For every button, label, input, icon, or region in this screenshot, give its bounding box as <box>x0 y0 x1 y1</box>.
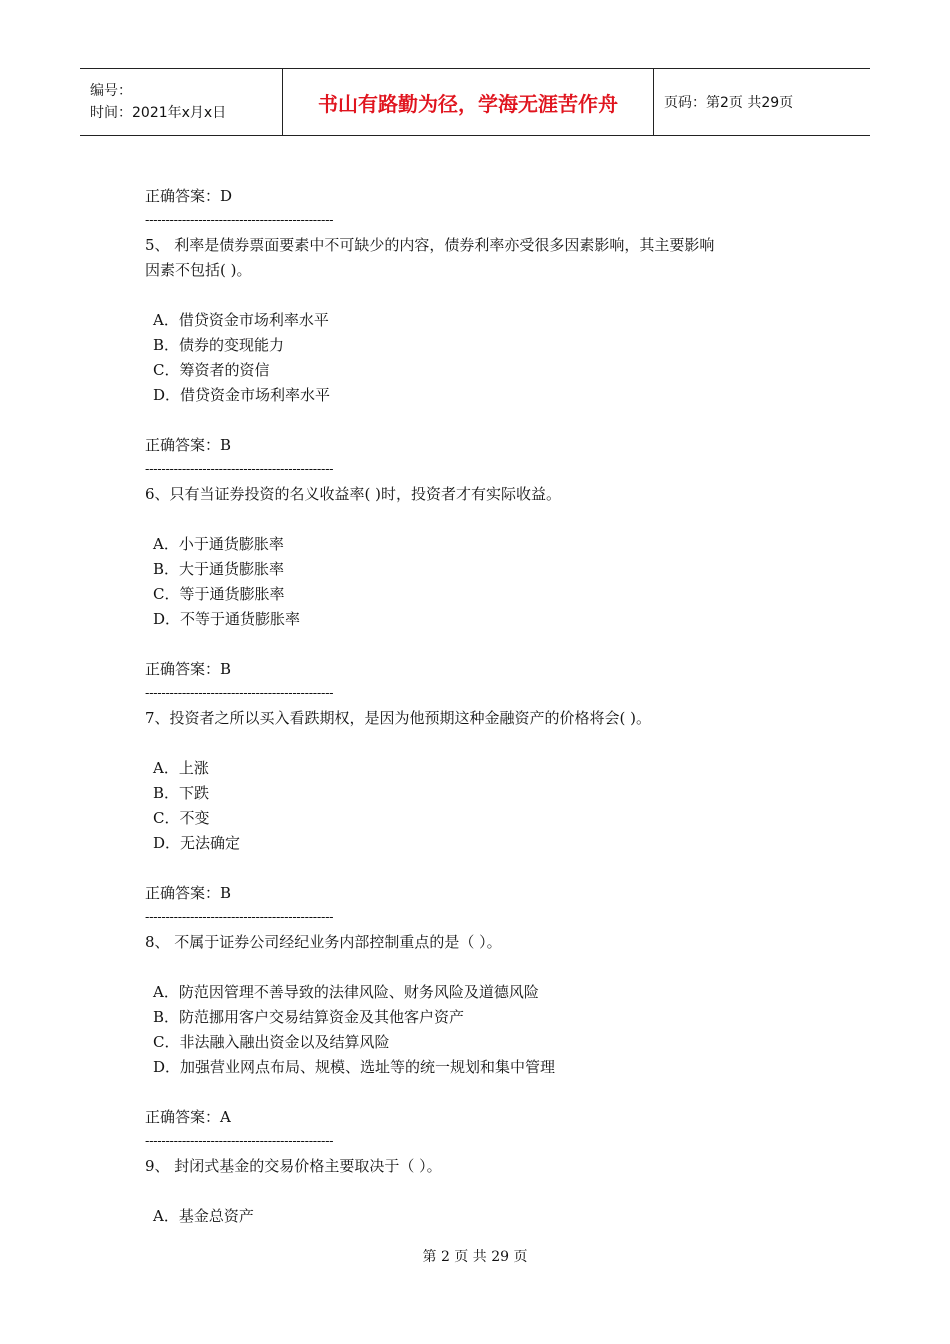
answer-option: D．借贷资金市场利率水平 <box>153 386 331 404</box>
answer-option: C．筹资者的资信 <box>153 361 270 379</box>
question-text: 因素不包括( )。 <box>145 261 252 279</box>
spacer <box>145 731 825 756</box>
footer-page-number: 第 2 页 共 29 页 <box>422 1249 528 1265</box>
answer-option: C．非法融入融出资金以及结算风险 <box>153 1033 390 1051</box>
spacer <box>145 507 825 532</box>
separator-line: ---------------------------------------------- <box>145 462 334 477</box>
spacer <box>145 283 825 308</box>
answer-option: D．不等于通货膨胀率 <box>153 610 301 628</box>
spacer <box>145 856 825 881</box>
spacer <box>145 955 825 980</box>
spacer <box>145 1179 825 1204</box>
answer-option: B．防范挪用客户交易结算资金及其他客户资产 <box>153 1008 465 1026</box>
answer-option: D．无法确定 <box>153 834 241 852</box>
correct-answer: 正确答案：D <box>145 187 233 205</box>
separator-line: ---------------------------------------------- <box>145 213 334 228</box>
question-text: 8、 不属于证券公司经纪业务内部控制重点的是（ ）。 <box>145 933 502 951</box>
answer-option: A．小于通货膨胀率 <box>153 535 284 553</box>
motto-text: 书山有路勤为径，学海无涯苦作舟 <box>318 91 618 116</box>
question-text: 7、投资者之所以买入看跌期权，是因为他预期这种金融资产的价格将会( )。 <box>145 709 652 727</box>
answer-option: C．不变 <box>153 809 210 827</box>
separator-line: ---------------------------------------------- <box>145 1134 334 1149</box>
page-footer <box>0 1246 950 1266</box>
separator-line: ---------------------------------------------- <box>145 686 334 701</box>
answer-option: A．上涨 <box>153 759 209 777</box>
spacer <box>145 632 825 657</box>
document-body <box>145 184 825 1229</box>
answer-option: A．借贷资金市场利率水平 <box>153 311 329 329</box>
spacer <box>145 408 825 433</box>
correct-answer: 正确答案：A <box>145 1108 231 1126</box>
answer-option: A．基金总资产 <box>153 1207 254 1225</box>
header-motto <box>282 69 654 135</box>
separator-line: ---------------------------------------------- <box>145 910 334 925</box>
correct-answer: 正确答案：B <box>145 884 232 902</box>
spacer <box>145 1080 825 1105</box>
time-label: 时间：2021年x月x日 <box>90 105 227 121</box>
correct-answer: 正确答案：B <box>145 660 232 678</box>
answer-option: B．债券的变现能力 <box>153 336 285 354</box>
answer-option: D．加强营业网点布局、规模、选址等的统一规划和集中管理 <box>153 1058 556 1076</box>
answer-option: C．等于通货膨胀率 <box>153 585 285 603</box>
question-text: 5、 利率是债券票面要素中不可缺少的内容，债券利率亦受很多因素影响，其主要影响 <box>145 236 715 254</box>
correct-answer: 正确答案：B <box>145 436 232 454</box>
header-page-info <box>654 69 870 135</box>
question-text: 9、 封闭式基金的交易价格主要取决于（ ）。 <box>145 1157 442 1175</box>
page-info-text: 页码：第2页 共29页 <box>664 95 794 111</box>
answer-option: B．大于通货膨胀率 <box>153 560 285 578</box>
answer-option: B．下跌 <box>153 784 210 802</box>
answer-option: A．防范因管理不善导致的法律风险、财务风险及道德风险 <box>153 983 539 1001</box>
number-label: 编号： <box>90 83 132 99</box>
page-header <box>80 68 870 136</box>
header-meta <box>80 69 282 135</box>
question-text: 6、只有当证券投资的名义收益率( )时，投资者才有实际收益。 <box>145 485 562 503</box>
